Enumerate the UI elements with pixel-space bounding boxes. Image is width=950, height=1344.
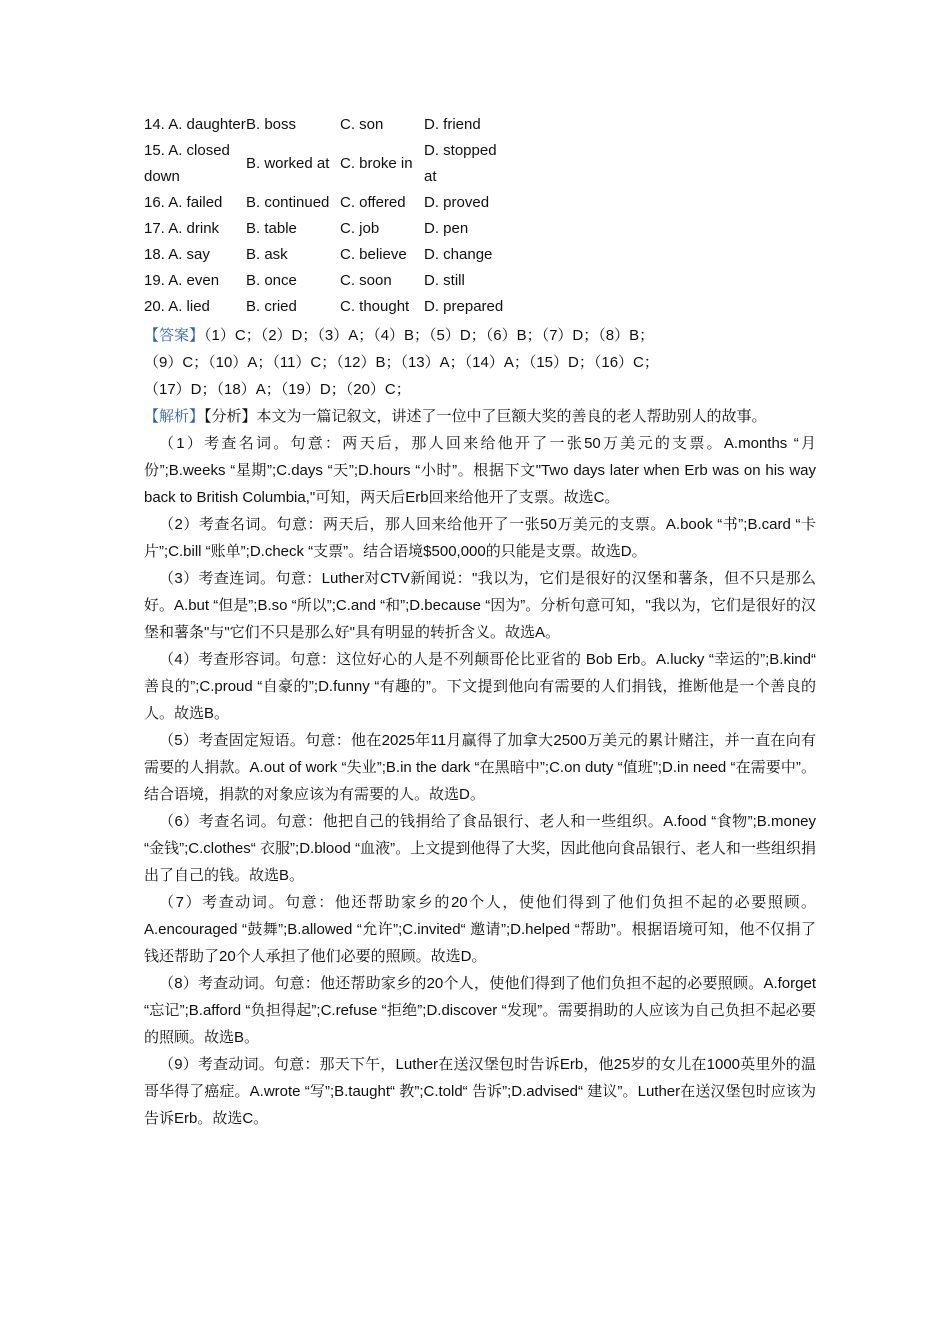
- answer-line-1-text: （1）C；（2）D；（3）A；（4）B；（5）D；（6）B；（7）D；（8）B；: [204, 327, 655, 344]
- option-row: [144, 242, 516, 268]
- options-table: [144, 112, 516, 320]
- option-c: C. broke in: [340, 155, 413, 172]
- option-c: C. thought: [340, 298, 410, 315]
- option-d: D. friend: [424, 116, 481, 133]
- analysis-item-7: （7）考查动词。句意：他还帮助家乡的20个人，使他们得到了他们负担不起的必要照顾。A.encouraged “鼓舞”;B.allowed “允许”;C.invited“ 邀请”;D.helped “帮助”。根据语境可知，他不仅捐了钱还帮助了20个人承担了他们必要的照顾。故选D。: [144, 894, 816, 965]
- option-d-line1: D. stopped: [424, 142, 497, 159]
- analysis-item-1: （1）考查名词。句意：两天后，那人回来给他开了一张50万美元的支票。A.months “月份”;B.weeks “星期”;C.days “天”;D.hours “小时”。根据下文"Two days later when Erb was on his way back to British Columbia,"可知，两天后Erb回来给他开了支票。故选C。: [144, 435, 816, 506]
- answer-line-1: [144, 322, 816, 349]
- option-b: B. table: [246, 220, 297, 237]
- analysis-item-4: （4）考查形容词。句意：这位好心的人是不列颠哥伦比亚省的 Bob Erb。A.lucky “幸运的”;B.kind“ 善良的”;C.proud “自豪的”;D.funny “有趣的”。下文提到他向有需要的人们捐钱，推断他是一个善良的人。故选B。: [144, 651, 816, 722]
- option-d: D. proved: [424, 194, 490, 211]
- option-d: D. still: [424, 272, 465, 289]
- option-a-line1-text: 15. A. closed: [144, 142, 230, 159]
- option-b: B. continued: [246, 194, 330, 211]
- option-d: D. prepared: [424, 298, 504, 315]
- analysis-item-3: （3）考查连词。句意：Luther对CTV新闻说："我以为，它们是很好的汉堡和薯条，但不只是那么好。A.but “但是”;B.so “所以”;C.and “和”;D.because “因为”。分析句意可知，"我以为，它们是很好的汉堡和薯条"与"它们不只是那么好"具有明显的转折含义。故选A。: [144, 570, 816, 641]
- answer-tag: 【答案】: [144, 327, 205, 344]
- option-a-line1: [144, 138, 246, 164]
- option-d: D. change: [424, 246, 493, 263]
- option-c: C. job: [340, 220, 380, 237]
- option-a: 18. A. say: [144, 246, 210, 263]
- option-b: B. worked at: [246, 155, 330, 172]
- option-c: C. son: [340, 116, 384, 133]
- option-a-line2: down: [144, 168, 180, 185]
- option-a: 20. A. lied: [144, 298, 210, 315]
- option-row: [144, 138, 516, 190]
- document-page: [144, 112, 816, 1132]
- analysis-item-8: （8）考查动词。句意：他还帮助家乡的20个人，使他们得到了他们负担不起的必要照顾。A.forget “忘记”;B.afford “负担得起”;C.refuse “拒绝”;D.discover “发现”。需要捐助的人应该为自己负担不起必要的照顾。故选B。: [144, 975, 816, 1046]
- option-a: 16. A. failed: [144, 194, 223, 211]
- option-b: B. cried: [246, 298, 297, 315]
- answer-line-3: （17）D；（18）A；（19）D；（20）C；: [144, 381, 411, 398]
- analysis-intro: [144, 403, 816, 430]
- analysis-item-9: （9）考查动词。句意：那天下午，Luther在送汉堡包时告诉Erb，他25岁的女儿在1000英里外的温哥华得了癌症。A.wrote “写”;B.taught“ 教”;C.told“ 告诉”;D.advised“ 建议”。Luther在送汉堡包时应该为告诉Erb。故选C。: [144, 1056, 816, 1127]
- option-a: 19. A. even: [144, 272, 220, 289]
- option-c: C. offered: [340, 194, 406, 211]
- option-b: B. once: [246, 272, 297, 289]
- option-a: 17. A. drink: [144, 220, 220, 237]
- option-row: [144, 216, 516, 242]
- analysis-intro-text: 【分析】本文为一篇记叙文，讲述了一位中了巨额大奖的善良的老人帮助别人的故事。: [204, 408, 767, 425]
- answer-line-2: （9）C；（10）A；（11）C；（12）B；（13）A；（14）A；（15）D；（16）C；: [144, 354, 659, 371]
- option-row: [144, 268, 516, 294]
- option-row: [144, 112, 516, 138]
- option-d-line2: at: [424, 168, 437, 185]
- option-c: C. believe: [340, 246, 407, 263]
- option-b: B. ask: [246, 246, 288, 263]
- analysis-item-5: （5）考查固定短语。句意：他在2025年11月赢得了加拿大2500万美元的累计赌注，并一直在向有需要的人捐款。A.out of work “失业”;B.in the dark “在黑暗中”;C.on duty “值班”;D.in need “在需要中”。结合语境，捐款的对象应该为有需要的人。故选D。: [144, 732, 816, 803]
- analysis-tag: 【解析】: [144, 408, 205, 425]
- option-row: [144, 294, 516, 320]
- option-row: [144, 190, 516, 216]
- option-c: C. soon: [340, 272, 392, 289]
- option-b: B. boss: [246, 116, 297, 133]
- answer-block: [144, 322, 816, 403]
- analysis-item-6: （6）考查名词。句意：他把自己的钱捐给了食品银行、老人和一些组织。A.food “食物”;B.money “金钱”;C.clothes“ 衣服”;D.blood “血液”。上文提到他得了大奖，因此他向食品银行、老人和一些组织捐出了自己的钱。故选B。: [144, 813, 816, 884]
- option-a: [144, 138, 246, 190]
- analysis-item-2: （2）考查名词。句意：两天后，那人回来给他开了一张50万美元的支票。A.book “书”;B.card “卡片”;C.bill “账单”;D.check “支票”。结合语境$500,000的只能是支票。故选D。: [144, 516, 816, 560]
- option-d: D. pen: [424, 220, 469, 237]
- option-d: [424, 138, 516, 190]
- option-a: 14. A. daughter: [144, 116, 246, 133]
